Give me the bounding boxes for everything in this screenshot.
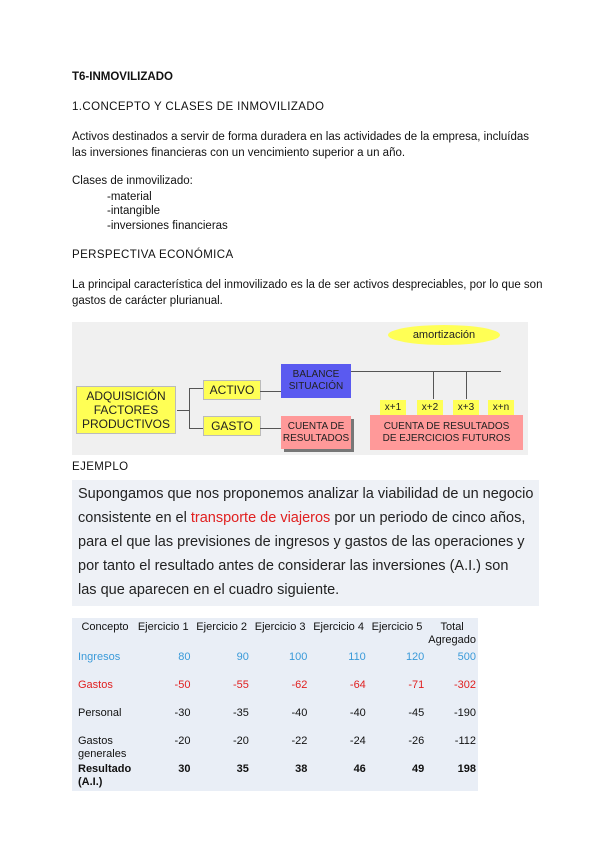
paragraph-line: La principal característica del inmovilizado es la de ser activos despreciables, por lo que son [72, 279, 543, 291]
amortizacion-ellipse: amortización [388, 325, 500, 345]
cell: -22 [291, 735, 308, 747]
header-cell: Ejercicio 4 [313, 621, 364, 633]
cell: -55 [233, 679, 249, 691]
table-row [72, 735, 478, 763]
cell: 49 [412, 763, 425, 775]
example-line: para el que las previsiones de ingresos y gastos de las operaciones y [78, 534, 525, 550]
adquisicion-box: ADQUISICIÓN FACTORES PRODUCTIVOS [76, 386, 176, 434]
cell: 110 [348, 651, 366, 663]
cell: Gastos [78, 679, 113, 691]
cell: Personal [78, 707, 122, 719]
table-row [72, 763, 478, 791]
inmovilizado-diagram [72, 322, 528, 455]
cell: Gastos generales [78, 735, 127, 760]
cell: -71 [408, 679, 425, 691]
cell: 46 [353, 763, 366, 775]
cell: -62 [291, 679, 308, 691]
x2-box: x+2 [417, 400, 443, 415]
activo-box: ACTIVO [203, 380, 261, 400]
balance-box: BALANCE SITUACIÓN [281, 364, 351, 398]
cell: -64 [349, 679, 366, 691]
text: por un periodo de cinco años, [330, 510, 526, 526]
section-heading: PERSPECTIVA ECONÓMICA [72, 249, 234, 261]
section-heading: 1.CONCEPTO Y CLASES DE INMOVILIZADO [72, 101, 325, 113]
cell: -20 [174, 735, 191, 747]
doc-title: T6-INMOVILIZADO [72, 71, 173, 83]
x1-box: x+1 [380, 400, 406, 415]
results-table [72, 618, 478, 791]
cell: 35 [236, 763, 249, 775]
cell: 30 [178, 763, 191, 775]
header-cell: Ejercicio 1 [137, 621, 189, 633]
cell: -302 [453, 679, 476, 691]
header-cell: Concepto [81, 621, 129, 633]
header-cell: Total Agregado [428, 621, 477, 646]
list-item: -material [107, 191, 152, 203]
cell: Ingresos [78, 651, 121, 663]
cell: -35 [233, 707, 249, 719]
example-line: Supongamos que nos proponemos analizar la viabilidad de un negocio [78, 486, 534, 502]
paragraph-line: las inversiones financieras con un vencimiento superior a un año. [72, 147, 406, 159]
cell: -40 [291, 707, 308, 719]
cell: Resultado (A.I.) [78, 763, 132, 788]
list-item: -intangible [107, 205, 161, 217]
cell: 120 [405, 651, 425, 663]
cell: 500 [457, 651, 476, 663]
header-cell: Ejercicio 2 [196, 621, 248, 633]
text: consistente en el [78, 510, 191, 526]
table-header-row [72, 618, 478, 651]
cell: -50 [174, 679, 191, 691]
header-cell: Ejercicio 5 [371, 621, 423, 633]
cell: -190 [453, 707, 476, 719]
cuenta-resultados-box: CUENTA DE RESULTADOS [281, 416, 351, 449]
xn-box: x+n [488, 400, 514, 415]
header-cell: Ejercicio 3 [254, 621, 306, 633]
cell: -24 [349, 735, 366, 747]
highlight-text: transporte de viajeros [190, 510, 331, 526]
x3-box: x+3 [453, 400, 479, 415]
clases-label: Clases de inmovilizado: [72, 175, 193, 187]
cell: 80 [178, 651, 191, 663]
gasto-box: GASTO [203, 416, 261, 436]
cell: -20 [233, 735, 249, 747]
cell: 100 [289, 651, 308, 663]
cell: -30 [174, 707, 191, 719]
table-row [72, 651, 478, 679]
cell: -40 [349, 707, 366, 719]
table-row [72, 707, 478, 735]
example-line [78, 506, 533, 530]
paragraph-line: gastos de carácter plurianual. [72, 295, 223, 307]
resultados-futuros-box: CUENTA DE RESULTADOS DE EJERCICIOS FUTUROS [370, 415, 523, 450]
paragraph-line: Activos destinados a servir de forma duradera en las actividades de la empresa, incluídas [72, 131, 530, 143]
cell: 90 [236, 651, 249, 663]
example-text-box [72, 480, 539, 606]
cell: -112 [454, 735, 476, 747]
cell: -26 [408, 735, 425, 747]
section-heading: EJEMPLO [72, 461, 129, 473]
cell: 38 [295, 763, 308, 775]
list-item: -inversiones financieras [107, 220, 228, 232]
cell: 198 [457, 763, 476, 775]
table-row [72, 679, 478, 707]
example-line: las que aparecen en el cuadro siguiente. [78, 582, 340, 598]
cell: -45 [408, 707, 425, 719]
example-line: por tanto el resultado antes de considerar las inversiones (A.I.) son [78, 558, 509, 574]
